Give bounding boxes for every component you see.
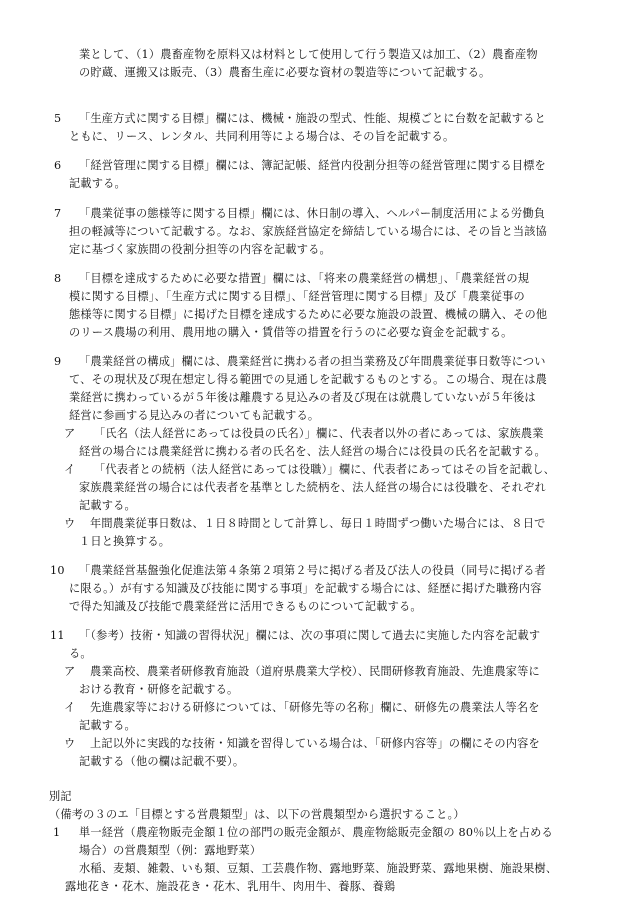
sub-mark: ウ [64,737,76,750]
item-line: 経営に参画する見込みの者についても記載する。 [69,409,320,422]
sub-line: 記載する。 [79,499,136,512]
item-number: 10 [50,564,65,577]
appendix-item-line: 単一経営（農産物販売金額１位の部門の販売金額が、農産物総販売金額の 80％以上を占める [79,826,553,839]
sub-line: １日と換算する。 [79,535,171,548]
item-number: 11 [50,629,65,642]
item-number: 9 [54,355,62,368]
sub-line: 上記以外に実践的な技術・知識を習得している場合は、「研修内容等」の欄にその内容を [90,737,540,750]
sub-line: 経営の場合には農業経営に携わる者の氏名を、法人経営の場合には役員の氏名を記載する。 [79,445,546,458]
appendix-title: 別記 [49,790,72,803]
sub-mark: イ [64,463,76,476]
sub-line: 「代表者との続柄（法人経営にあっては役職）」欄に、代表者にあってはその旨を記載し、 [94,463,556,476]
item-line: に限る。）が有する知識及び技能に関する事項」を記載する場合には、経歴に掲げた職務内容 [69,582,542,595]
appendix-item-line: 場合）の営農類型（例：露地野菜） [79,844,262,857]
item-line: 記載する。 [69,177,126,190]
item-line: 担の軽減等について記載する。なお、家族経営協定を締結している場合には、その旨と当該協 [69,225,548,238]
item-number: 8 [54,272,62,285]
item-line: のリース農場の利用、農用地の購入・賃借等の措置を行うのに必要な資金を記載する。 [69,326,513,339]
sub-line: 記載する。 [79,719,136,732]
appendix-item-line: 水稲、麦類、雑穀、いも類、豆類、工芸農作物、露地野菜、施設野菜、露地果樹、施設果樹、 [79,862,558,875]
sub-line: 記載する（他の欄は記載不要）。 [79,755,245,768]
item-line: ともに、リース、レンタル、共同利用等による場合は、その旨を記載する。 [69,130,455,143]
item-number: 5 [54,112,62,125]
sub-line: 家族農業経営の場合には代表者を基準とした続柄を、法人経営の場合には役職を、それぞれ [79,481,546,494]
sub-line: 年間農業従事日数は、１日８時間として計算し、毎日１時間ずつ働いた場合には、８日で [90,517,546,530]
item-line: て、その現状及び現在想定し得る範囲での見通しを記載するものとする。この場合、現在は農 [69,373,548,386]
continuation-line: 業として、（1）農畜産物を原料又は材料として使用して行う製造又は加工、（2）農畜産物 [79,48,538,61]
item-line: 業経営に携わっているが５年後は離農する見込みの者及び現在は就農していないが５年後は [69,391,536,404]
sub-line: 「氏名（法人経営にあっては役員の氏名）」欄に、代表者以外の者にあっては、家族農業 [94,427,544,440]
item-line: 「生産方式に関する目標」欄には、機械・施設の型式、性能、規模ごとに台数を記載すると [79,112,546,125]
appendix-note: （備考の３のエ「目標とする営農類型」は、以下の営農類型から選択すること。） [49,808,465,821]
appendix-item-line: 露地花き・花木、施設花き・花木、乳用牛、肉用牛、養豚、養鶏 [65,880,396,893]
item-line: 定に基づく家族間の役割分担等の内容を記載する。 [69,243,331,256]
sub-mark: ア [64,665,76,678]
sub-mark: ウ [64,517,76,530]
item-line: 「農業経営の構成」欄には、農業経営に携わる者の担当業務及び年間農業従事日数等につい [79,355,546,368]
item-line: 「農業経営基盤強化促進法第４条第２項第２号に掲げる者及び法人の役員（同号に掲げる者 [79,564,546,577]
item-line: 「農業従事の態様等に関する目標」欄には、休日制の導入、ヘルパー制度活用による労働負 [79,207,546,220]
appendix-item-number: 1 [53,826,61,839]
item-line: 模に関する目標」、「生産方式に関する目標」、「経営管理に関する目標」及び「農業従事の [69,290,525,303]
sub-mark: ア [64,427,76,440]
item-line: 「（参考）技術・知識の習得状況」欄には、次の事項に関して過去に実施した内容を記載す [79,629,541,642]
item-line: 「目標を達成するために必要な措置」欄には、「将来の農業経営の構想」、「農業経営の規 [79,272,530,285]
item-number: 7 [54,207,62,220]
item-line: 態様等に関する目標」に掲げた目標を達成するために必要な施設の設置、機械の購入、その他 [69,308,548,321]
sub-line: 農業高校、農業者研修教育施設（道府県農業大学校）、民間研修教育施設、先進農家等に [90,665,540,678]
item-number: 6 [54,159,62,172]
item-line: 「経営管理に関する目標」欄には、簿記記帳、経営内役割分担等の経営管理に関する目標を [79,159,546,172]
sub-line: おける教育・研修を記載する。 [79,683,239,696]
sub-mark: イ [64,701,76,714]
item-line: る。 [69,647,92,660]
item-line: で得た知識及び技能で農業経営に活用できるものについて記載する。 [69,600,422,613]
continuation-line: の貯蔵、運搬又は販売、（3）農畜生産に必要な資材の製造等について記載する。 [79,66,491,79]
sub-line: 先進農家等における研修については、「研修先等の名称」欄に、研修先の農業法人等名を [90,701,540,714]
